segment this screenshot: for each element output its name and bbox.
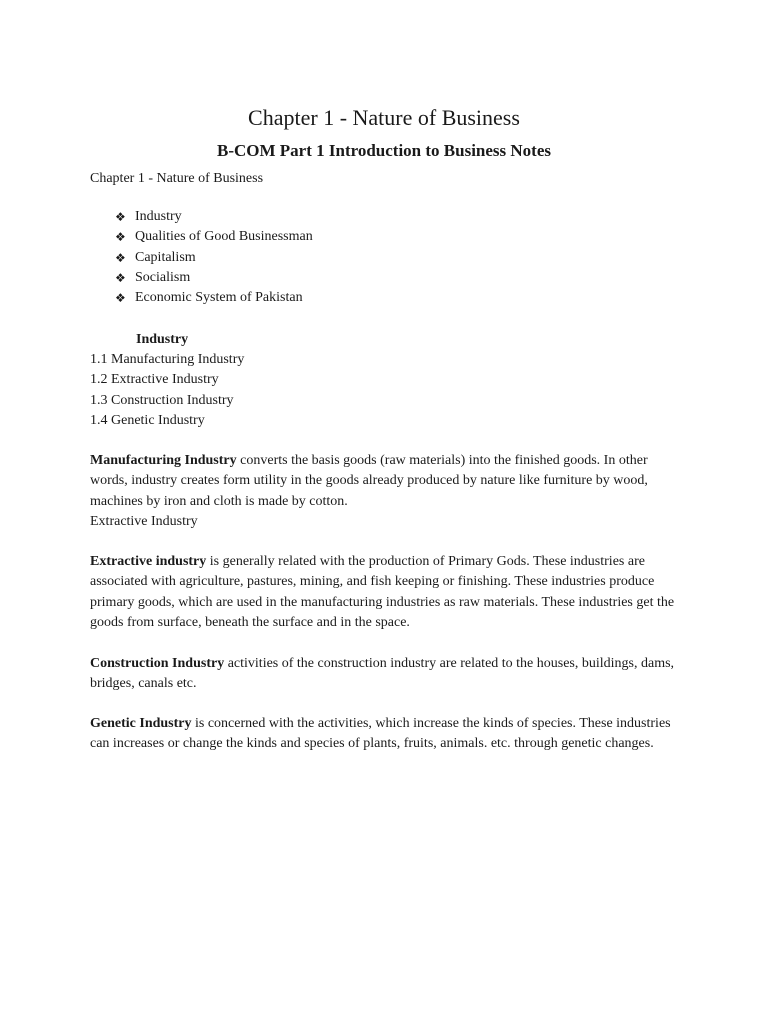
list-item: 1.1 Manufacturing Industry: [90, 352, 245, 367]
extractive-text: is generally related with the production of Primary Gods. These industries are associated with agriculture, pastures, mining, and fish keeping or finishing. These industries produce primary goods, which are used in the manufacturing industries as raw materials. These industries get the goods from surface, beneath the surface and in the space.: [90, 554, 675, 630]
page-title: Chapter 1 - Nature of Business: [248, 105, 520, 130]
construction-paragraph: [90, 654, 680, 695]
diamond-bullet-icon: ❖: [115, 210, 126, 224]
list-item: [115, 227, 313, 247]
diamond-bullet-icon: ❖: [115, 270, 126, 285]
extractive-label: Extractive Industry: [90, 514, 198, 529]
list-item-label: Qualities of Good Businessman: [135, 229, 313, 245]
list-item-label: Industry: [135, 209, 182, 224]
topic-list: [115, 207, 313, 308]
list-item: [115, 248, 313, 268]
extractive-term: Extractive industry: [90, 554, 207, 569]
diamond-bullet-icon: ❖: [115, 250, 126, 265]
list-item-label: Socialism: [135, 269, 191, 285]
diamond-bullet-icon: ❖: [115, 291, 126, 306]
manufacturing-paragraph: [90, 451, 680, 512]
industry-subsection-list: [90, 350, 244, 431]
manufacturing-text: converts the basis goods (raw materials) into the finished goods. In other words, industry creates form utility in the goods already produced by nature like furniture by wood, machines by iron and cloth is made by cotton.: [90, 453, 648, 509]
genetic-term: Genetic Industry: [90, 716, 192, 731]
list-item: 1.4 Genetic Industry: [90, 412, 205, 428]
industry-heading: Industry: [136, 332, 189, 347]
list-item: 1.2 Extractive Industry: [90, 372, 219, 388]
chapter-line: Chapter 1 - Nature of Business: [90, 171, 264, 186]
list-item-label: Capitalism: [135, 249, 196, 265]
genetic-text: is concerned with the activities, which increase the kinds of species. These industries can increases or change the kinds and species of plants, fruits, animals. etc. through genetic changes.: [90, 716, 671, 752]
list-item: [115, 268, 313, 288]
construction-text: activities of the construction industry are related to the houses, buildings, dams, bridges, canals etc.: [90, 656, 675, 692]
extractive-paragraph: [90, 552, 680, 633]
list-item: [115, 288, 313, 308]
list-item: 1.3 Construction Industry: [90, 392, 234, 408]
manufacturing-term: Manufacturing Industry: [90, 453, 237, 468]
diamond-bullet-icon: ❖: [115, 230, 126, 245]
page-subtitle: B-COM Part 1 Introduction to Business Notes: [216, 141, 552, 160]
genetic-paragraph: [90, 714, 680, 755]
list-item-label: Economic System of Pakistan: [135, 290, 303, 306]
construction-term: Construction Industry: [90, 656, 225, 671]
list-item: [115, 207, 313, 227]
